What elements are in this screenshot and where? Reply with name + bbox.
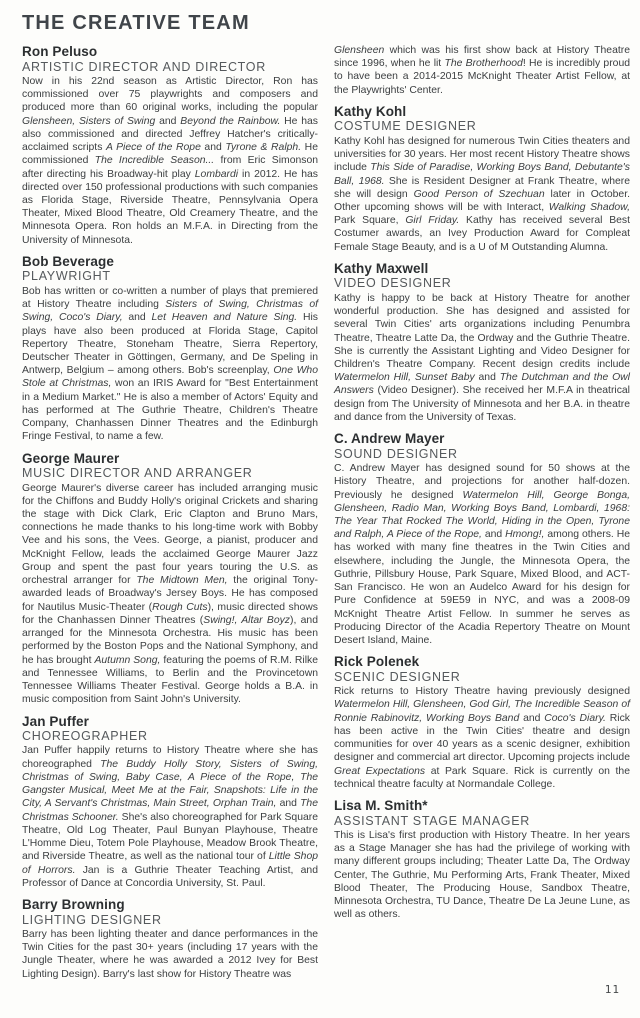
bio-text: Barry has been lighting theater and dance performances in the Twin Cities for the past 30+ years (including 17 years with the Jungle Theater, where he was awarded a 2012 Ivey for Best Lighting Design). Barry's last show for History Theatre was (22, 928, 318, 980)
bio-text: Bob has written or co-written a number of plays that premiered at History Theatre including Sisters of Swing, Christmas of Swing, Coco's Diary, and Let Heaven and Nature Sing. His plays have also been produced at Florida Stage, Capitol Repertory Theatre, Stoneham Theatre, Sierra Repertory, Deutscher Theater in Göttingen, Germany, and De Speling in Antwerp, Belgium – among others. Bob's screenplay, One Who Stole at Christmas, won an IRIS Award for "Best Entertainment in a Medium Market." He is also a member of Actors' Equity and has performed at The Guthrie Theatre, Children's Theatre Company, Chanhassen Dinner Theatres and the Edinburgh Fringe Festival, to name a few. (22, 285, 318, 443)
bio-text: Jan Puffer happily returns to History Theatre where she has choreographed The Buddy Holly Story, Sisters of Swing, Christmas of Swing, Baby Case, A Piece of the Rope, The Gangster Musical, Meet Me at the Fair, Snapshots: Life in the City, A Servant's Christmas, Main Street, Orphan Train, and The Christmas Schooner. She's also choreographed for Park Square Theatre, Old Log Theater, Paul Bunyan Playhouse, Theatre L'Homme Dieu, Totem Pole Playhouse, Meadow Brook Theatre, and Riverside Theatre, as well as the national tour of Little Shop of Horrors. Jan is a Guthrie Theater Teaching Artist, and Professor of Dance at Concordia University, St. Paul. (22, 745, 319, 889)
bio-section (334, 44, 630, 97)
bio-name: George Maurer (22, 450, 120, 466)
left-column (22, 44, 318, 988)
bio-name: Ron Peluso (22, 44, 98, 59)
bio-name: Kathy Maxwell (334, 260, 429, 276)
bio-section (334, 261, 630, 424)
bio-role: MUSIC DIRECTOR AND ARRANGER (22, 466, 253, 481)
two-column-layout (22, 44, 630, 988)
bio-name: Kathy Kohl (334, 103, 407, 119)
right-column (334, 44, 630, 988)
bio-text: Rick returns to History Theatre having previously designed Watermelon Hill, Glensheen, God Girl, The Incredible Season of Ronnie Rabinovitz, Working Boys Band and Coco's Diary. Rick has been active in the Twin Cities' theatre and design communities for over 40 years as a scenic designer, exhibition designer and commercial art director. Upcoming projects include Great Expectations at Park Square. Rick is currently on the technical theatre faculty at Normandale College. (334, 686, 630, 790)
bio-text: Now in his 22nd season as Artistic Director, Ron has commissioned over 75 playwrights and composers and produced more than 60 original works, including the popular Glensheen, Sisters of Swing and Beyond the Rainbow. He has also commissioned and directed Jeffrey Hatcher's critically-acclaimed scripts A Piece of the Rope and Tyrone & Ralph. He commissioned The Incredible Season... from Eric Simonson after directing his Broadway-hit play Lombardi in 2012. He has directed over 150 professional productions with such companies as Florida Stage, Riverside Theatre, Pennsylvania Opera Theater, Mixed Blood Theatre, Old Creamery Theatre, and the Minnesota Opera. Ron holds an M.F.A. in Directing from the University of Minnesota. (22, 75, 319, 246)
bio-name: Jan Puffer (22, 713, 90, 729)
bio-section (334, 798, 630, 922)
bio-text: Kathy Kohl has designed for numerous Twin Cities theaters and universities for 30 years. Her most recent History Theatre shows include This Side of Paradise, Working Boys Band, Debutante's Ball, 1968. She is Resident Designer at Frank Theatre, where she will design Good Person of Szechuan later in October. Other upcoming shows will be with Interact, Walking Shadow, Park Square, Girl Friday. Kathy has received several Best Costumer awards, an Ivey Production Award for Compleat Female Stage Beauty, and is a U of M Outstanding Alumna. (334, 135, 630, 253)
bio-section (22, 714, 318, 890)
bio-role: ARTISTIC DIRECTOR AND DIRECTOR (22, 59, 266, 74)
bio-name: Bob Beverage (22, 253, 114, 269)
bio-section (22, 254, 318, 444)
page-number: 11 (604, 983, 620, 996)
bio-section (22, 451, 318, 707)
page-title: THE CREATIVE TEAM (22, 12, 250, 34)
bio-name: Barry Browning (22, 896, 125, 912)
bio-text: This is Lisa's first production with History Theatre. In her years as a Stage Manager she has had the privilege of working with many different groups including; Theater Latte Da, The Ordway Center, The Guthrie, Mu Performing Arts, Frank Theater, Mixed Blood Theater, The Producing House, Sandbox Theatre, Minnesota Orchestra, TU Dance, Theatre De La Jeune Lune, as well as others. (334, 830, 630, 921)
bio-role: SOUND DESIGNER (334, 446, 458, 461)
bio-name: C. Andrew Mayer (334, 431, 445, 447)
bio-section (22, 897, 318, 981)
bio-role: ASSISTANT STAGE MANAGER (334, 813, 530, 828)
bio-role: PLAYWRIGHT (22, 269, 111, 284)
bio-text: C. Andrew Mayer has designed sound for 50 shows at the History Theatre, and projections for another half-dozen. Previously he designed Watermelon Hill, George Bonga, Glensheen, Radio Man, Working Boys Band, Lombardi, 1968: The Year That Rocked The World, Hiding in the Open, Tyrone and Ralph, A Piece of the Rope, and Hmong!, among others. He has worked with many fine theatres in the Twin Cities and elsewhere, including the Jungle, the Minnesota Opera, the Guthrie, Pillsbury House, Park Square, Mixed Blood, and ACT-San Francisco. He won an Audelco Award for his design for Pure Confidence at 59E59 in NYC, and was a 2008-09 McKnight Theatre Artist Fellow. In summer he serves as Producing Director of the Acadia Repertory Theatre on Mount Desert Island, Maine. (334, 463, 630, 647)
bio-role: COSTUME DESIGNER (334, 119, 477, 134)
bio-section (22, 44, 318, 247)
bio-section (334, 104, 630, 254)
bio-text: Glensheen which was his first show back at History Theatre since 1996, when he lit The Brotherhood! He is incredibly proud to have been a 2014-2015 McKnight Theater Artist Fellow, at the Playwrights' Center. (334, 45, 631, 96)
bio-text: George Maurer's diverse career has included arranging music for the Chiffons and Buddy Holly's original Crickets and sharing the stage with Dick Clark, Eric Clapton and Bruno Mars, connections he made thanks to his long-time work with Bobby Vee and his sons, the Vees. George, a pianist, producer and McKnight Fellow, leads the acclaimed George Maurer Jazz Group and spent the past four years touring the U.S. as orchestral arranger for The Midtown Men, the original Tony-awarded leads of Broadway's Jersey Boys. He has composed for Nautilus Music-Theater (Rough Cuts), music directed shows for the Chanhassen Dinner Theatres (Swing!, Altar Boyz), and arranged for the Minnesota Orchestra. His music has been performed by the Boston Pops and the National Symphony, and he has brought Autumn Song, featuring the poems of R.M. Rilke and Tennessee Williams, to Berlin and the Provincetown Tennessee Williams Theater Festival. George holds a B.A. in music composition from Saint John's University. (22, 482, 318, 706)
bio-role: CHOREOGRAPHER (22, 729, 148, 744)
bio-role: LIGHTING DESIGNER (22, 912, 162, 927)
bio-text: Kathy is happy to be back at History Theatre for another wonderful production. She has designed and assisted for several Twin Cities' arts organizations including Penumbra Theatre, Theatre Latte Da, the Ordway and the Guthrie Theatre. She is currently the Assistant Lighting and Video Designer for Children's Theatre Company. Recent design credits include Watermelon Hill, Sunset Baby and The Dutchman and the Owl Answers (Video Designer). She received her M.F.A in theatrical design from The University of Minnesota and her B.A. in theatre and dance from the University of Texas. (334, 292, 630, 423)
bio-name: Lisa M. Smith* (334, 798, 428, 814)
bio-name: Rick Polenek (334, 654, 420, 670)
bio-role: VIDEO DESIGNER (334, 276, 452, 291)
bio-section (334, 431, 630, 647)
bio-role: SCENIC DESIGNER (334, 669, 461, 684)
bio-section (334, 654, 630, 791)
